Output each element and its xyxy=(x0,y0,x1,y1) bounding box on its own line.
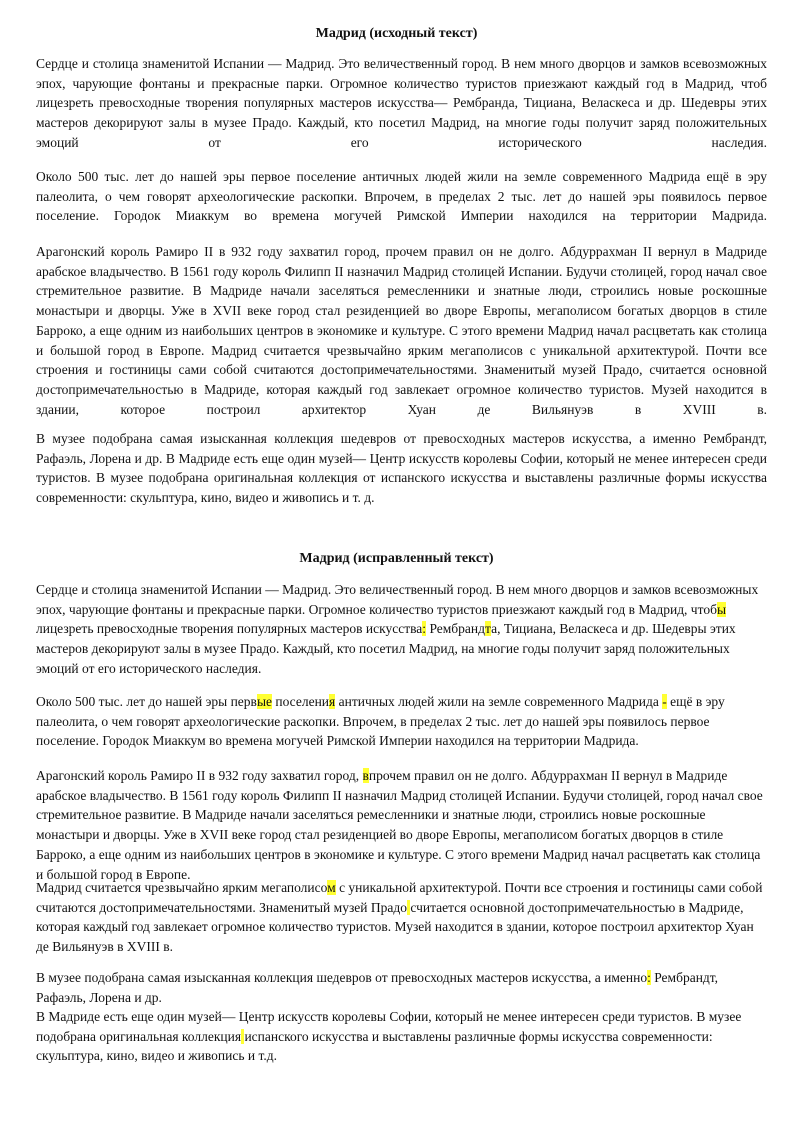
correction-highlight: ые xyxy=(256,694,272,709)
text-run: В музее подобрана самая изысканная коллекция шедевров от превосходных мастеров искусства, а именно xyxy=(36,970,648,985)
text-run: Около 500 тыс. лет до нашей эры перв xyxy=(36,694,257,709)
corrected-paragraph-1 xyxy=(36,580,767,679)
corrected-paragraph-3 xyxy=(36,766,767,884)
correction-highlight: ы xyxy=(716,601,727,617)
text-run: В Мадриде есть еще один музей— Центр искусств королевы Софии, который не менее интересен среди туристов. В музее подобрана оригинальная коллекция xyxy=(36,1009,742,1044)
text-run: поселени xyxy=(272,694,330,709)
text-run: Сердце и столица знаменитой Испании — Мадрид. Это величественный город. В нем много дворцов и замков всевозможных эпох, чарующие фонтаны и прекрасные парки. Огромное количество туристов приезжают каждый год в Мадрид, чтоб xyxy=(36,582,759,617)
text-run: испанского искусства и выставлены различные формы искусства современности: скульптура, кино, видео и живопись и т.д. xyxy=(36,1028,713,1064)
text-run: лицезреть превосходные творения популярных мастеров искусства xyxy=(36,621,423,637)
text-run: считается основной достопримечательностью в Мадриде, которая каждый год завлекает огромное количество туристов. Музей находится в здании, которое построил архитектор Хуан де Вильянуэв в XVIII в. xyxy=(36,899,754,955)
text-run: а, Тициана, Веласкеса и др. Шедевры этих мастеров декорируют залы в музее Прадо. Каждый, кто посетил Мадрид, на многие годы получит заряд положительных эмоций от его исторического наследия. xyxy=(36,621,736,676)
text-run: Рембрандт, Рафаэль, Лорена и др. xyxy=(36,970,719,1005)
text-run: прочем правил он не долго. Абдуррахман II вернул в Мадриде арабское владычество. В 1561 году король Филипп II назначил Мадрид столицей Испании. Будучи столицей, город начал свое стремительное развитие. В Мадриде начали заселяться ремесленники и знатные люди, строились новые роскошные монастыри и дворцы. Уже в XVII веке город стал резиденцией во дворе Европы, мегаполисом богатых дворцов в стиле Барроко, а еще одним из наибольших центров в экономике и культуре. С этого времени Мадрид начал расцветать как столица и большой город в Европе. xyxy=(36,768,763,882)
corrected-paragraph-4 xyxy=(36,878,767,957)
original-paragraph-2: Около 500 тыс. лет до нашей эры первое поселение античных людей жили на земле современного Мадрида ещё в эру палеолита, о чем говорят археологические раскопки. Впрочем, в пределах 2 тыс. лет до нашей эры появилось первое поселение. Городок Миаккум во времена могучей Римской Империи находился на территории Мадрида. xyxy=(36,169,767,224)
correction-highlight: - xyxy=(662,694,667,709)
correction-highlight: м xyxy=(327,880,336,895)
correction-highlight: в xyxy=(362,768,369,783)
original-paragraph-3: Арагонский король Рамиро II в 932 году захватил город, прочем правил он не долго. Абдуррахман II вернул в Мадриде арабское владычество. В 1561 году король Филипп II назначил Мадрид столицей Испании. Будучи столицей, город начал свое стремительное развитие. В Мадриде начали заселяться ремесленники и знатные люди, строились новые роскошные монастыри и дворцы. Уже в XVII веке город стал резиденцией во дворе Европы, мегаполисом богатых дворцов в стиле Барроко, а еще одним из наибольших центров в экономике и культуре. С этого времени Мадрид начал расцветать как столица и большой город в Европе. Мадрид считается чрезвычайно ярким мегаполисов с уникальной архитектурой. Почти все строения и гостиницы сами собой считаются достопримечательностями. Знаменитый музей Прадо, считается основной достопримечательностью в Мадриде, которая каждый год завлекает огромное количество туристов. Музей находится в здании, которое построил архитектор Хуан де Вильянуэв в XVIII в. xyxy=(36,244,767,417)
corrected-paragraph-5 xyxy=(36,968,767,1007)
correction-highlight: : xyxy=(647,970,651,985)
text-run: Мадрид считается чрезвычайно ярким мегаполисо xyxy=(36,880,328,895)
original-paragraph-1: Сердце и столица знаменитой Испании — Мадрид. Это величественный город. В нем много дворцов и замков всевозможных эпох, чарующие фонтаны и прекрасные парки. Огромное количество туристов приезжают каждый год в Мадрид, чтоб лицезреть превосходные творения популярных мастеров искусства— Рембранда, Тициана, Веласкеса и др. Шедевры этих мастеров декорируют залы в музее Прадо. Каждый, кто посетил Мадрид, на многие годы получит заряд положительных эмоций от его исторического наследия. xyxy=(36,56,767,150)
text-run: с уникальной архитектурой. Почти все строения и гостиницы сами собой считаются достопримечательностями. Знаменитый музей Прадо xyxy=(36,880,763,915)
correction-highlight: я xyxy=(329,694,336,709)
corrected-paragraph-2 xyxy=(36,692,767,751)
text-run: Арагонский король Рамиро II в 932 году захватил город, xyxy=(36,768,363,783)
correction-highlight: : xyxy=(422,621,427,637)
text-run: Рембранд xyxy=(426,621,486,637)
text-run: ещё в эру палеолита, о чем говорят археологические раскопки. Впрочем, в пределах 2 тыс. лет до нашей эры появилось первое поселение. Городок Миаккум во времена могучей Римской Империи находился на территории Мадрида. xyxy=(36,694,725,749)
correction-highlight: т xyxy=(485,621,492,637)
corrected-paragraph-6 xyxy=(36,1007,767,1066)
original-title: Мадрид (исходный текст) xyxy=(315,26,478,41)
original-paragraph-4: В музее подобрана самая изысканная коллекция шедевров от превосходных мастеров искусства, а именно Рембрандт, Рафаэль, Лорена и др. В Мадриде есть еще один музей— Центр искусств королевы Софии, который не менее интересен среди туристов. В музее подобрана оригинальная коллекция от испанского искусства и выставлены различные формы искусства современности: скульптура, кино, видео и живопись и т. д. xyxy=(36,431,767,506)
text-run: античных людей жили на земле современного Мадрида xyxy=(335,694,663,709)
corrected-title: Мадрид (исправленный текст) xyxy=(299,551,494,566)
